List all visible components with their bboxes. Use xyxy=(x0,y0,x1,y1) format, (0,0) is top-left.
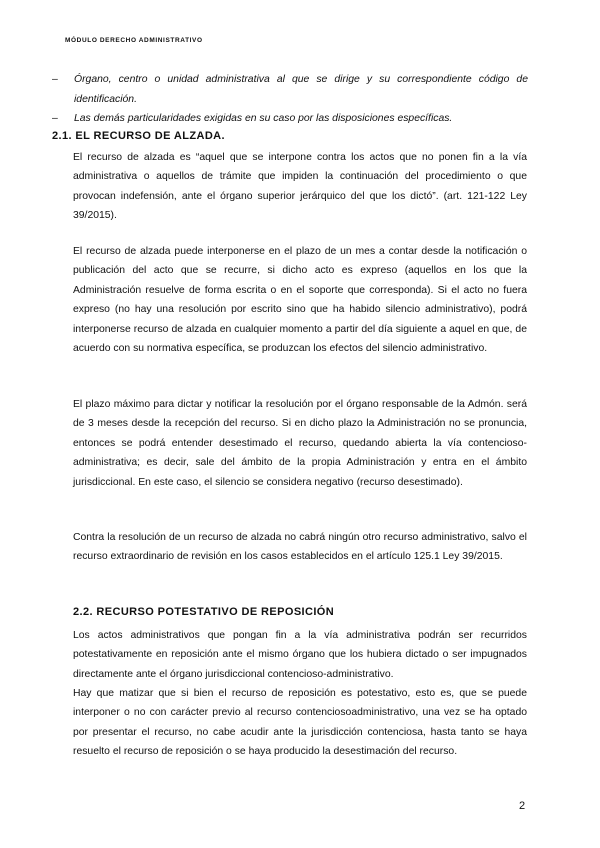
paragraph: Contra la resolución de un recurso de alzada no cabrá ningún otro recurso administrativo, salvo el recurso extraordinario de revisión en los casos establecidos en el artículo 125.1 Ley 39/2015. xyxy=(73,532,527,563)
running-header: MÓDULO DERECHO ADMINISTRATIVO xyxy=(65,37,203,44)
section-heading-reposicion: 2.2. RECURSO POTESTATIVO DE REPOSICIÓN xyxy=(73,606,335,618)
paragraph: El recurso de alzada puede interponerse en el plazo de un mes a contar desde la notificación o publicación del acto que se recurre, si dicho acto es expreso (aquellos en los que la Administración resuelve de forma escrita o en el soporte que corresponda). Si el acto no fuera expreso (no hay una resolución por escrito sino que ha habido silencio administrativo), podrá interponerse recurso de alzada en cualquier momento a partir del día siguiente a aquel en que, de acuerdo con su normativa específica, se produzcan los efectos del silencio administrativo. xyxy=(73,246,527,355)
paragraph: El recurso de alzada es “aquel que se interpone contra los actos que no ponen fin a la vía administrativa o aquellos de trámite que impiden la continuación del procedimiento o que provocan indefensión, ante el órgano superior jerárquico del que los dictó”. (art. 121-122 Ley 39/2015). xyxy=(73,152,527,222)
bullet-text: Órgano, centro o unidad administrativa al que se dirige y su correspondiente código de identificación. xyxy=(74,74,528,105)
paragraph: Hay que matizar que si bien el recurso de reposición es potestativo, esto es, que se puede interponer o no con carácter previo al recurso contenciosoadministrativo, una vez se ha optado por presentar el recurso, no cabe acudir ante la jurisdicción contenciosa, hasta tanto se haya resuelto el recurso de reposición o se haya producido la desestimación del recurso. xyxy=(73,688,527,758)
page-number: 2 xyxy=(519,800,526,812)
bullet-item xyxy=(52,70,528,109)
section-heading-alzada: 2.1. EL RECURSO DE ALZADA. xyxy=(52,130,225,142)
bullet-list xyxy=(52,70,528,129)
paragraph: Los actos administrativos que pongan fin a la vía administrativa podrán ser recurridos potestativamente en reposición ante el mismo órgano que los hubiera dictado o ser impugnados directamente ante el órgano jurisdiccional contencioso-administrativo. xyxy=(73,630,527,680)
bullet-item xyxy=(52,109,528,129)
bullet-dash: – xyxy=(52,74,58,85)
bullet-dash: – xyxy=(52,113,58,124)
bullet-text: Las demás particularidades exigidas en su caso por las disposiciones específicas. xyxy=(74,113,453,124)
paragraph: El plazo máximo para dictar y notificar la resolución por el órgano responsable de la Admón. será de 3 meses desde la recepción del recurso. Si en dicho plazo la Administración no se pronuncia, entonces se podrá entender desestimado el recurso, quedando abierta la vía contencioso-administrativa; es decir, sale del ámbito de la propia Administración y entra en el ámbito jurisdiccional. En este caso, el silencio se considera negativo (recurso desestimado). xyxy=(73,399,527,488)
